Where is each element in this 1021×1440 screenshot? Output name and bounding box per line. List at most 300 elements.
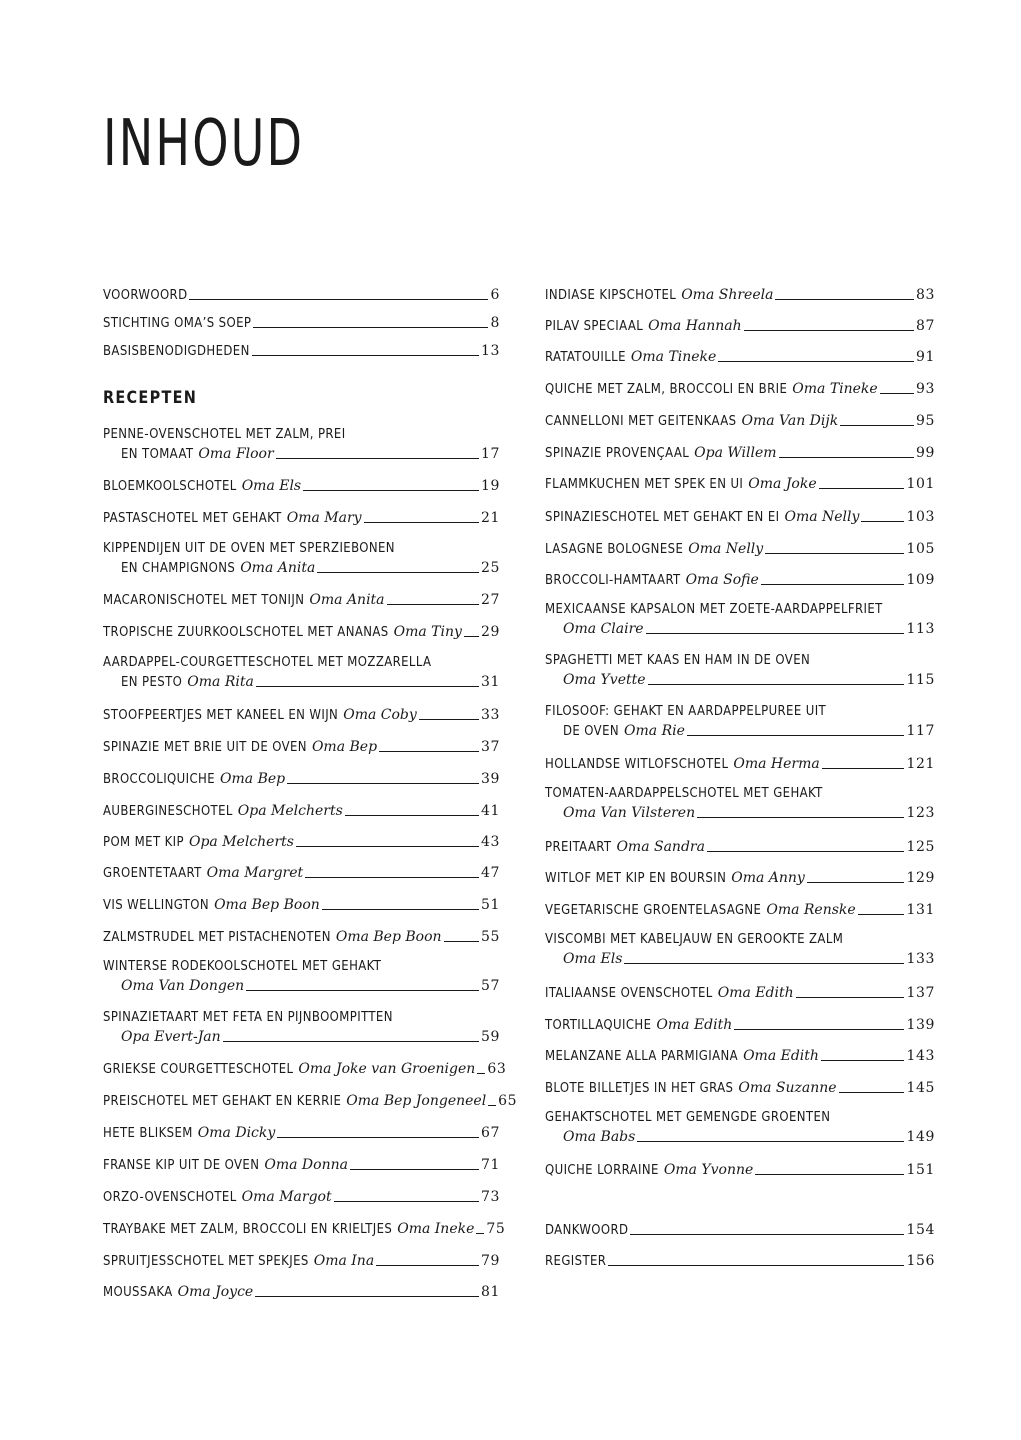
toc-entry-line: [545, 646, 935, 668]
toc-entry[interactable]: [103, 506, 500, 526]
toc-entry-line: [103, 1025, 500, 1045]
toc-entry-author: Oma Tineke: [630, 349, 717, 365]
toc-entry-line: [545, 472, 935, 492]
toc-page-number: 6: [490, 287, 500, 303]
toc-page-number: 31: [480, 674, 500, 690]
toc-entry[interactable]: [545, 866, 935, 886]
toc-entry[interactable]: [103, 925, 500, 945]
toc-entry-title: DANKWOORD: [545, 1223, 629, 1238]
toc-page-number: 55: [480, 929, 500, 945]
leader-line: [379, 751, 479, 752]
toc-entry-author: Oma Rie: [624, 723, 685, 739]
toc-entry[interactable]: [103, 735, 500, 755]
toc-entry-title: KIPPENDIJEN UIT DE OVEN MET SPERZIEBONEN: [103, 541, 395, 556]
toc-entry-line: [545, 866, 935, 886]
toc-entry-line: [103, 1121, 500, 1141]
toc-entry-title: AARDAPPEL-COURGETTESCHOTEL MET MOZZARELLA: [103, 655, 432, 670]
toc-entry-line: [103, 534, 500, 556]
toc-entry-title: QUICHE LORRAINE: [545, 1163, 659, 1178]
toc-entry-title: BLOEMKOOLSCHOTEL: [103, 479, 237, 494]
leader-line: [464, 636, 479, 637]
toc-entry-line: [103, 1003, 500, 1025]
toc-entry[interactable]: [103, 1057, 507, 1077]
toc-entry-title: TOMATEN-AARDAPPELSCHOTEL MET GEHAKT: [545, 786, 823, 801]
leader-line: [821, 1060, 905, 1061]
toc-entry[interactable]: [545, 1218, 935, 1238]
toc-entry-author: Oma Ineke: [397, 1221, 475, 1237]
leader-line: [744, 330, 914, 331]
toc-entry-author: Oma Van Vilsteren: [563, 805, 696, 821]
toc-entry-author: Oma Yvonne: [663, 1162, 754, 1178]
toc-entry-author: Opa Melcherts: [237, 803, 343, 819]
toc-page-number: 19: [480, 478, 500, 494]
toc-page-number: 57: [480, 978, 500, 994]
toc-entry[interactable]: [103, 534, 500, 576]
toc-entry-line: [103, 861, 500, 881]
toc-entry-title: HETE BLIKSEM: [103, 1126, 193, 1141]
toc-entry-line: [103, 1185, 500, 1205]
toc-entry-line: [103, 1153, 500, 1173]
leader-line: [796, 997, 905, 998]
toc-page-number: 87: [915, 318, 935, 334]
toc-entry-line: [103, 506, 500, 526]
toc-page-number: 63: [487, 1061, 507, 1077]
toc-entry-author: Oma Floor: [198, 446, 274, 462]
toc-page-number: 109: [906, 572, 935, 588]
toc-entry-line: [545, 1249, 935, 1269]
toc-entry-line: [103, 735, 500, 755]
toc-entry[interactable]: [103, 648, 500, 690]
toc-page-number: 59: [480, 1029, 500, 1045]
toc-entry-line: [545, 668, 935, 688]
toc-page-number: 73: [480, 1189, 500, 1205]
toc-entry-author: Oma Els: [563, 951, 623, 967]
leader-line: [317, 572, 479, 573]
toc-entry-line: [545, 981, 935, 1001]
toc-entry[interactable]: [545, 752, 935, 772]
toc-entry-line: [103, 703, 500, 723]
leader-line: [252, 355, 479, 356]
toc-entry-author: Oma Herma: [733, 756, 820, 772]
toc-page-number: 93: [915, 381, 935, 397]
toc-entry[interactable]: [545, 925, 935, 967]
toc-entry-line: [545, 925, 935, 947]
toc-page-number: 145: [906, 1080, 935, 1096]
leader-line: [880, 393, 914, 394]
toc-page-number: 67: [480, 1125, 500, 1141]
toc-entry-line: [545, 1013, 935, 1033]
toc-entry[interactable]: [545, 779, 935, 821]
toc-page-number: 154: [906, 1222, 935, 1238]
toc-entry-title: BLOTE BILLETJES IN HET GRAS: [545, 1081, 734, 1096]
leader-line: [637, 1141, 904, 1142]
toc-entry-title: GROENTETAART: [103, 866, 202, 881]
toc-entry-author: Oma Joyce: [177, 1284, 254, 1300]
toc-entry-title: SPINAZIETAART MET FETA EN PIJNBOOMPITTEN: [103, 1010, 393, 1025]
toc-entry-title: ZALMSTRUDEL MET PISTACHENOTEN: [103, 930, 331, 945]
leader-line: [779, 457, 914, 458]
page-title: INHOUD: [103, 107, 305, 181]
toc-entry[interactable]: [545, 345, 935, 365]
toc-entry[interactable]: [103, 703, 500, 723]
toc-entry-line: [103, 283, 500, 303]
leader-line: [287, 783, 479, 784]
toc-entry-line: [103, 974, 500, 994]
toc-page-number: 151: [906, 1162, 935, 1178]
toc-entry-author: Oma Bep: [311, 739, 378, 755]
toc-page-number: 17: [480, 446, 500, 462]
leader-line: [376, 1265, 479, 1266]
toc-entry[interactable]: [545, 472, 935, 492]
toc-entry-line: [103, 420, 500, 442]
toc-entry-line: [545, 1044, 935, 1064]
leader-line: [697, 817, 904, 818]
leader-line: [223, 1041, 479, 1042]
toc-page-number: 123: [906, 805, 935, 821]
toc-entry-author: Oma Claire: [563, 621, 644, 637]
toc-entry-title: ORZO-OVENSCHOTEL: [103, 1190, 237, 1205]
toc-page-number: 115: [906, 672, 935, 688]
leader-line: [345, 815, 479, 816]
toc-entry-title: SPINAZIE PROVENÇAAL: [545, 446, 690, 461]
toc-page-number: 25: [480, 560, 500, 576]
toc-entry-author: Oma Sofie: [685, 572, 759, 588]
toc-entry-line: [103, 1217, 506, 1237]
toc-entry[interactable]: [103, 1121, 500, 1141]
toc-entry-line: [103, 767, 500, 787]
toc-entry-author: Oma Renske: [766, 902, 856, 918]
leader-line: [387, 604, 479, 605]
leader-line: [646, 633, 905, 634]
toc-entry-title-cont: DE OVEN: [563, 724, 620, 739]
toc-entry-line: [103, 588, 500, 608]
toc-entry-title-cont: EN PESTO: [121, 675, 183, 690]
toc-entry-title-cont: EN CHAMPIGNONS: [121, 561, 236, 576]
leader-line: [296, 846, 479, 847]
toc-entry-line: [545, 835, 935, 855]
toc-entry-line: [545, 568, 935, 588]
toc-entry-author: Opa Melcherts: [188, 834, 294, 850]
leader-line: [189, 299, 488, 300]
toc-entry[interactable]: [103, 1280, 500, 1300]
toc-entry-title: POM MET KIP: [103, 835, 184, 850]
toc-entry-title: GRIEKSE COURGETTESCHOTEL: [103, 1062, 294, 1077]
toc-entry-title: SPRUITJESSCHOTEL MET SPEKJES: [103, 1254, 309, 1269]
toc-page-number: 149: [906, 1129, 935, 1145]
toc-entry-title: HOLLANDSE WITLOFSCHOTEL: [545, 757, 729, 772]
toc-entry[interactable]: [103, 799, 500, 819]
toc-entry-title-cont: EN TOMAAT: [121, 447, 194, 462]
toc-entry[interactable]: [545, 1103, 935, 1145]
toc-entry-title: FRANSE KIP UIT DE OVEN: [103, 1158, 260, 1173]
toc-entry-title: GEHAKTSCHOTEL MET GEMENGDE GROENTEN: [545, 1110, 831, 1125]
toc-entry-author: Oma Yvette: [563, 672, 646, 688]
toc-entry-author: Oma Bep Boon: [214, 897, 320, 913]
toc-page-number: 137: [906, 985, 935, 1001]
toc-entry[interactable]: [103, 830, 500, 850]
leader-line: [476, 1233, 484, 1234]
toc-entry[interactable]: [103, 952, 500, 994]
toc-page-number: 95: [915, 413, 935, 429]
toc-entry-line: [103, 952, 500, 974]
toc-page-number: 103: [906, 509, 935, 525]
leader-line: [253, 327, 488, 328]
toc-entry-title: INDIASE KIPSCHOTEL: [545, 288, 677, 303]
toc-entry-line: [545, 947, 935, 967]
toc-entry-author: Oma Bep: [220, 771, 286, 787]
toc-entry[interactable]: [103, 1217, 506, 1237]
toc-entry-author: Oma Ina: [313, 1253, 375, 1269]
leader-line: [322, 909, 479, 910]
toc-entry-author: Oma Suzanne: [738, 1080, 837, 1096]
toc-page-number: 113: [906, 621, 935, 637]
toc-page-number: 21: [480, 510, 500, 526]
toc-entry[interactable]: [103, 283, 500, 303]
toc-page-number: 41: [480, 803, 500, 819]
toc-entry[interactable]: [103, 1153, 500, 1173]
leader-line: [246, 990, 479, 991]
toc-entry-line: [103, 648, 500, 670]
toc-entry-title: TORTILLAQUICHE: [545, 1018, 652, 1033]
toc-page-number: 51: [480, 897, 500, 913]
toc-entry-author: Oma Shreela: [681, 287, 774, 303]
toc-entry-author: Oma Dicky: [197, 1125, 276, 1141]
toc-entry[interactable]: [545, 1013, 935, 1033]
toc-entry-title: WINTERSE RODEKOOLSCHOTEL MET GEHAKT: [103, 959, 382, 974]
toc-entry-title: SPINAZIESCHOTEL MET GEHAKT EN EI: [545, 510, 780, 525]
toc-entry-line: [545, 595, 935, 617]
toc-entry-line: [545, 283, 935, 303]
toc-entry-line: [545, 377, 935, 397]
toc-entry-line: [545, 752, 935, 772]
leader-line: [861, 521, 904, 522]
toc-entry[interactable]: [103, 420, 500, 462]
toc-entry-author: Oma Rita: [187, 674, 254, 690]
toc-entry-title: PILAV SPECIAAL: [545, 319, 644, 334]
toc-page-number: 156: [906, 1253, 935, 1269]
leader-line: [255, 1296, 479, 1297]
toc-entry-author: Oma Bep Boon: [335, 929, 442, 945]
toc-entry-title: CANNELLONI MET GEITENKAAS: [545, 414, 737, 429]
toc-entry-author: Oma Edith: [743, 1048, 819, 1064]
toc-entry[interactable]: [103, 1185, 500, 1205]
toc-page-number: 13: [480, 343, 500, 359]
toc-entry-line: [545, 1076, 935, 1096]
toc-page-number: 33: [480, 707, 500, 723]
toc-entry[interactable]: [103, 767, 500, 787]
toc-entry-line: [545, 1218, 935, 1238]
toc-page-number: 133: [906, 951, 935, 967]
toc-entry-author: Opa Evert-Jan: [121, 1029, 221, 1045]
toc-entry-title: BROCCOLIQUICHE: [103, 772, 216, 787]
leader-line: [608, 1265, 904, 1266]
toc-entry-title: PASTASCHOTEL MET GEHAKT: [103, 511, 282, 526]
toc-entry-author: Oma Coby: [343, 707, 417, 723]
toc-entry-line: [103, 1089, 518, 1109]
leader-line: [775, 299, 914, 300]
toc-entry-author: Oma Anita: [309, 592, 385, 608]
toc-entry[interactable]: [545, 409, 935, 429]
toc-entry-title: RATATOUILLE: [545, 350, 626, 365]
toc-entry[interactable]: [103, 893, 500, 913]
toc-entry-title: FLAMMKUCHEN MET SPEK EN UI: [545, 477, 744, 492]
leader-line: [687, 735, 905, 736]
toc-entry-author: Oma Margret: [206, 865, 304, 881]
toc-entry[interactable]: [545, 537, 935, 557]
toc-entry-title: SPAGHETTI MET KAAS EN HAM IN DE OVEN: [545, 653, 811, 668]
leader-line: [276, 458, 479, 459]
leader-line: [755, 1174, 904, 1175]
toc-page-number: 75: [486, 1221, 506, 1237]
leader-line: [277, 1137, 479, 1138]
toc-entry-line: [103, 925, 500, 945]
toc-entry-title: MACARONISCHOTEL MET TONIJN: [103, 593, 305, 608]
toc-page-number: 125: [906, 839, 935, 855]
toc-page-number: 29: [480, 624, 500, 640]
leader-line: [624, 963, 904, 964]
toc-entry-author: Oma Margot: [241, 1189, 332, 1205]
toc-entry[interactable]: [545, 568, 935, 588]
toc-entry-title: MEXICAANSE KAPSALON MET ZOETE-AARDAPPELFRIET: [545, 602, 883, 617]
toc-entry-author: Oma Joke van Groenigen: [298, 1061, 476, 1077]
toc-entry-title: STICHTING OMA’S SOEP: [103, 316, 252, 331]
leader-line: [761, 584, 905, 585]
toc-entry-line: [103, 1057, 507, 1077]
toc-entry-author: Oma Bep Jongeneel: [346, 1093, 487, 1109]
leader-line: [718, 361, 914, 362]
toc-entry-line: [103, 474, 500, 494]
toc-entry-line: [103, 311, 500, 331]
leader-line: [334, 1201, 479, 1202]
toc-page-number: 101: [906, 476, 935, 492]
toc-entry-title: VOORWOORD: [103, 288, 188, 303]
toc-entry[interactable]: [545, 441, 935, 461]
toc-page-number: 121: [906, 756, 935, 772]
leader-line: [305, 877, 479, 878]
toc-page-number: 27: [480, 592, 500, 608]
toc-entry-line: [545, 314, 935, 334]
toc-entry[interactable]: [103, 339, 500, 359]
toc-entry[interactable]: [103, 1089, 518, 1109]
toc-entry-title: VIS WELLINGTON: [103, 898, 210, 913]
toc-entry-line: [545, 409, 935, 429]
leader-line: [840, 425, 914, 426]
toc-page-number: 129: [906, 870, 935, 886]
toc-entry-line: [545, 719, 935, 739]
toc-entry[interactable]: [545, 697, 935, 739]
toc-entry-title: SPINAZIE MET BRIE UIT DE OVEN: [103, 740, 307, 755]
leader-line: [648, 684, 905, 685]
leader-line: [630, 1234, 904, 1235]
toc-page-number: 65: [498, 1093, 518, 1109]
toc-entry-line: [545, 801, 935, 821]
toc-entry[interactable]: [103, 1003, 500, 1045]
toc-entry-line: [545, 1103, 935, 1125]
section-heading-recepten: RECEPTEN: [103, 388, 198, 408]
leader-line: [839, 1092, 905, 1093]
toc-entry[interactable]: [545, 1076, 935, 1096]
toc-entry-author: Oma Nelly: [784, 509, 860, 525]
toc-entry-author: Oma Donna: [264, 1157, 348, 1173]
toc-page-number: 105: [906, 541, 935, 557]
toc-entry-line: [103, 620, 500, 640]
toc-entry-line: [545, 345, 935, 365]
toc-entry-author: Oma Van Dijk: [741, 413, 839, 429]
toc-page-number: 71: [480, 1157, 500, 1173]
toc-entry-author: Oma Joke: [748, 476, 817, 492]
toc-entry[interactable]: [545, 898, 935, 918]
toc-entry[interactable]: [545, 1044, 935, 1064]
toc-entry[interactable]: [545, 314, 935, 334]
toc-entry-author: Oma Anita: [240, 560, 316, 576]
toc-page-number: 43: [480, 834, 500, 850]
toc-entry-author: Opa Willem: [694, 445, 777, 461]
toc-entry-title: PREISCHOTEL MET GEHAKT EN KERRIE: [103, 1094, 342, 1109]
toc-entry[interactable]: [103, 474, 500, 494]
toc-entry-line: [103, 1249, 500, 1269]
toc-entry[interactable]: [545, 1158, 935, 1178]
toc-entry[interactable]: [103, 861, 500, 881]
toc-entry-title: BROCCOLI-HAMTAART: [545, 573, 681, 588]
toc-entry-title: MELANZANE ALLA PARMIGIANA: [545, 1049, 739, 1064]
toc-page-number: 83: [915, 287, 935, 303]
toc-entry-title: AUBERGINESCHOTEL: [103, 804, 233, 819]
toc-entry[interactable]: [545, 283, 935, 303]
toc-entry[interactable]: [545, 1249, 935, 1269]
toc-entry-title: BASISBENODIGDHEDEN: [103, 344, 250, 359]
toc-entry[interactable]: [545, 835, 935, 855]
leader-line: [765, 553, 904, 554]
toc-page-number: 117: [906, 723, 935, 739]
toc-entry-author: Oma Tiny: [393, 624, 462, 640]
toc-entry[interactable]: [545, 505, 935, 525]
toc-entry-line: [545, 779, 935, 801]
toc-page-number: 91: [915, 349, 935, 365]
toc-entry[interactable]: [103, 1249, 500, 1269]
leader-line: [488, 1105, 496, 1106]
toc-page-number: 131: [906, 902, 935, 918]
toc-page-number: 39: [480, 771, 500, 787]
toc-entry-line: [103, 1280, 500, 1300]
toc-page-number: 47: [480, 865, 500, 881]
toc-entry[interactable]: [103, 620, 500, 640]
toc-entry-title: REGISTER: [545, 1254, 607, 1269]
toc-entry-title: TRAYBAKE MET ZALM, BROCCOLI EN KRIELTJES: [103, 1222, 393, 1237]
toc-entry[interactable]: [545, 646, 935, 688]
leader-line: [364, 522, 479, 523]
toc-entry[interactable]: [545, 595, 935, 637]
toc-entry-author: Oma Babs: [563, 1129, 636, 1145]
toc-entry-author: Oma Sandra: [616, 839, 705, 855]
leader-line: [819, 488, 905, 489]
toc-entry[interactable]: [103, 311, 500, 331]
toc-entry-line: [545, 617, 935, 637]
toc-entry-title: TROPISCHE ZUURKOOLSCHOTEL MET ANANAS: [103, 625, 389, 640]
toc-entry-title: FILOSOOF: GEHAKT EN AARDAPPELPUREE UIT: [545, 704, 827, 719]
toc-entry[interactable]: [103, 588, 500, 608]
toc-entry[interactable]: [545, 377, 935, 397]
toc-entry-line: [103, 830, 500, 850]
leader-line: [858, 914, 905, 915]
toc-entry-author: Oma Els: [241, 478, 302, 494]
toc-entry-title: PREITAART: [545, 840, 612, 855]
leader-line: [822, 768, 905, 769]
toc-entry[interactable]: [545, 981, 935, 1001]
toc-entry-title: PENNE-OVENSCHOTEL MET ZALM, PREI: [103, 427, 346, 442]
toc-page-number: 143: [906, 1048, 935, 1064]
toc-entry-title: VEGETARISCHE GROENTELASAGNE: [545, 903, 762, 918]
toc-page-number: 79: [480, 1253, 500, 1269]
